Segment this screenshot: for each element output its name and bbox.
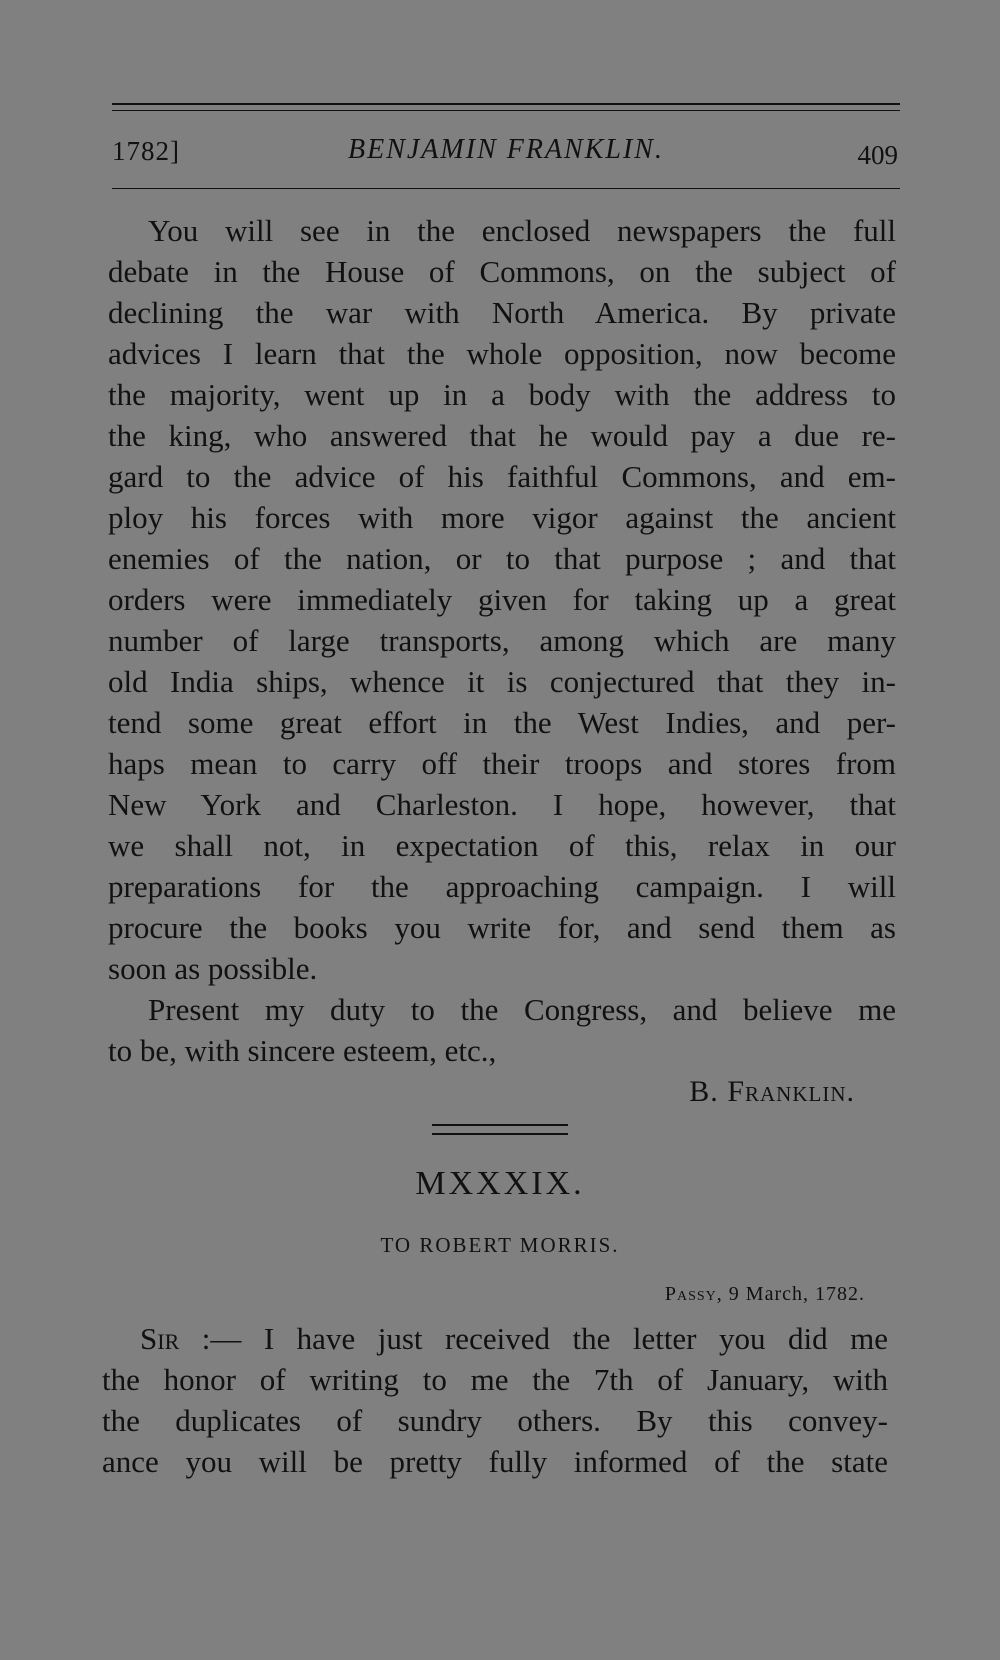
letter-addressee: TO ROBERT MORRIS.	[380, 1233, 620, 1257]
signature-initial: B.	[689, 1075, 719, 1108]
body-line: orders were immediately given for taking up a great	[108, 582, 896, 617]
body-line: the king, who answered that he would pay a due re-	[108, 418, 896, 453]
body-line: enemies of the nation, or to that purpose ; and that	[108, 541, 896, 576]
letter-line	[102, 1318, 888, 1359]
letter-line: the honor of writing to me the 7th of January, with	[102, 1362, 888, 1397]
section-divider	[432, 1124, 568, 1135]
letter-dateline	[665, 1283, 865, 1306]
header-top-rule-2	[112, 110, 900, 111]
dateline-place: Passy,	[664, 1283, 723, 1305]
body-line: to be, with sincere esteem, etc.,	[108, 1033, 497, 1068]
body-line: old India ships, whence it is conjectured that they in-	[108, 664, 896, 699]
header-bottom-rule	[112, 188, 900, 189]
signature-name: Franklin.	[727, 1075, 855, 1108]
body-line: we shall not, in expectation of this, relax in our	[108, 828, 896, 863]
body-line: the majority, went up in a body with the address to	[108, 377, 896, 412]
body-line: haps mean to carry off their troops and stores from	[108, 746, 896, 781]
letter-number: MXXXIX.	[415, 1165, 585, 1202]
body-line: Present my duty to the Congress, and believe me	[148, 992, 896, 1027]
body-line: New York and Charleston. I hope, however, that	[108, 787, 896, 822]
letter-opening	[102, 1318, 888, 1482]
salutation-continuation: :— I have just received the letter you did me	[201, 1321, 888, 1356]
body-line: debate in the House of Commons, on the subject of	[108, 254, 896, 289]
body-line: soon as possible.	[108, 951, 318, 986]
salutation: Sir	[140, 1321, 180, 1356]
body-line: advices I learn that the whole opposition, now become	[108, 336, 896, 371]
dateline-date: 9 March, 1782.	[728, 1283, 865, 1305]
body-line: declining the war with North America. By private	[108, 295, 896, 330]
page-number: 409	[857, 140, 898, 170]
running-header	[112, 130, 900, 170]
body-line: You will see in the enclosed newspapers the full	[148, 213, 896, 248]
body-line: tend some great effort in the West Indies, and per-	[108, 705, 896, 740]
body-line: gard to the advice of his faithful Commons, and em-	[108, 459, 896, 494]
letter-line: ance you will be pretty fully informed of the state	[102, 1444, 888, 1479]
header-top-rule	[112, 103, 900, 105]
letter-line: the duplicates of sundry others. By this convey-	[102, 1403, 888, 1438]
body-line: ploy his forces with more vigor against the ancient	[108, 500, 896, 535]
signature	[689, 1075, 855, 1109]
running-title: BENJAMIN FRANKLIN.	[348, 134, 664, 165]
body-line: procure the books you write for, and send them as	[108, 910, 896, 945]
body-line: preparations for the approaching campaign. I will	[108, 869, 896, 904]
header-year: 1782]	[112, 136, 180, 166]
body-line: number of large transports, among which are many	[108, 623, 896, 658]
letter-body	[108, 210, 896, 1071]
